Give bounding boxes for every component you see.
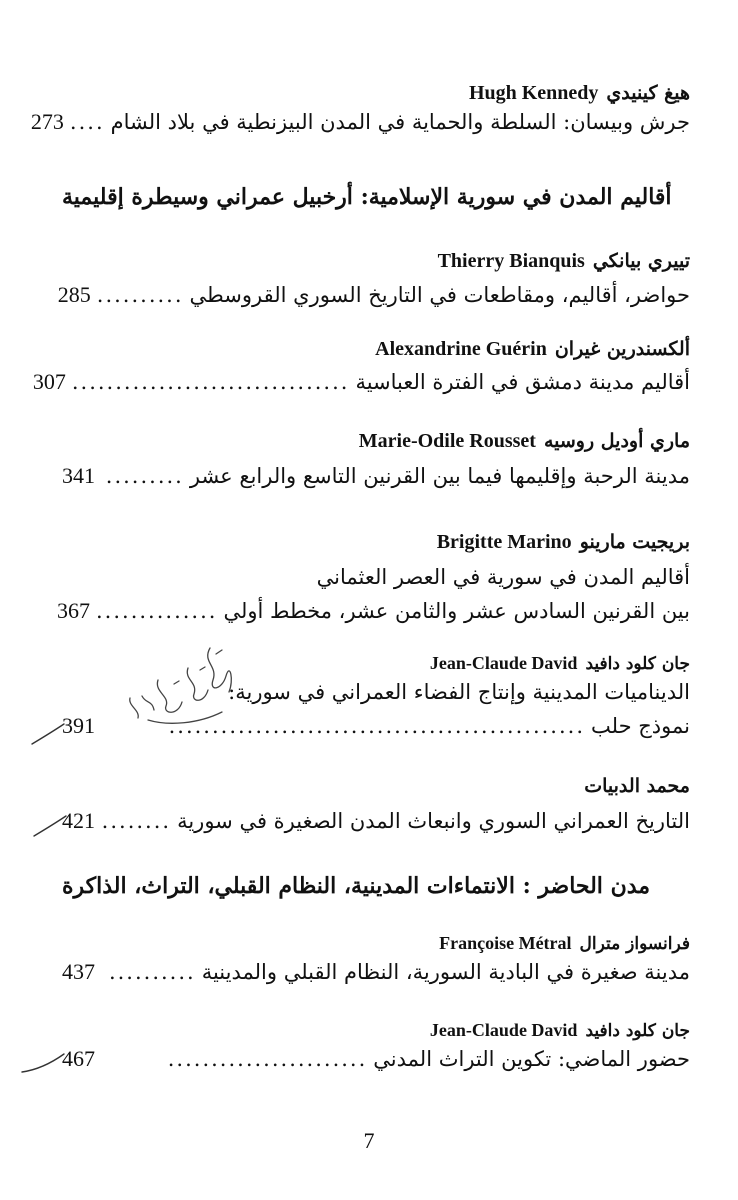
page-ref: 367 [57,598,90,623]
leader-dots: .......... [96,283,184,307]
entry-title: أقاليم المدن في سورية في العصر العثماني [316,565,690,589]
toc-entry [62,806,690,836]
leader-dots: ................................ [71,370,350,394]
page-ref: 467 [62,1046,95,1071]
author-line [62,1015,690,1046]
page-ref: 307 [32,369,66,394]
entry-title: حواضر، أقاليم، ومقاطعات في التاريخ السوري القروسطي [189,283,690,307]
page-number: 7 [363,1128,375,1153]
author-latin: Brigitte Marino [436,531,572,553]
leader-dots: ......... [105,464,184,488]
leader-dots: .......... [108,960,196,984]
handwritten-annotation [118,640,248,735]
author-latin: Jean-Claude David [429,653,578,673]
entry-title: جرش وبيسان: السلطة والحماية في المدن البيزنطية في بلاد الشام [110,110,690,134]
author-arabic: ماري أوديل روسيه [543,430,690,452]
section-title: أقاليم المدن في سورية الإسلامية: أرخبيل عمراني وسيطرة إقليمية [62,184,672,210]
margin-tick-mark [28,720,68,750]
author-line [62,928,690,959]
author-arabic: جان كلود دافيد [585,654,690,674]
author-line [62,426,690,456]
author-arabic: ألكسندرين غيران [554,338,690,360]
author-latin: Hugh Kennedy [468,82,599,104]
entry-title: حضور الماضي: تكوين التراث المدني [373,1047,690,1071]
toc-entry-line [62,562,690,592]
leader-dots: ................................................ [168,714,586,738]
author-latin: Thierry Bianquis [437,250,585,272]
page-ref: 285 [57,282,91,307]
author-latin: Françoise Métral [439,933,572,953]
page-ref: 421 [62,808,95,833]
author-arabic: بريجيت مارينو [579,531,690,553]
entry-title: الديناميات المدينية وإنتاج الفضاء العمراني في سورية: [228,680,690,704]
author-arabic: محمد الدبيات [584,775,690,797]
margin-tick-mark [18,1050,68,1080]
margin-tick-mark [30,812,70,842]
author-line [62,246,690,276]
author-arabic: جان كلود دافيد [585,1021,690,1041]
author-line [62,527,690,557]
toc-entry [62,461,690,491]
leader-dots: .............. [96,599,218,623]
author-line [62,78,690,108]
entry-title: بين القرنين السادس عشر والثامن عشر، مخطط أولي [223,599,690,623]
page-ref: 391 [62,713,95,738]
author-latin: Alexandrine Guérin [375,338,547,360]
entry-title: أقاليم مدينة دمشق في الفترة العباسية [355,370,690,394]
author-arabic: فرانسواز مترال [579,934,690,954]
entry-title: مدينة صغيرة في البادية السورية، النظام القبلي والمدينية [201,960,690,984]
toc-entry [62,1044,690,1074]
toc-entry [30,107,690,137]
leader-dots: .... [69,110,105,134]
author-latin: Jean-Claude David [429,1020,578,1040]
page-ref: 437 [62,959,95,984]
leader-dots: ....................... [167,1047,368,1071]
entry-title: مدينة الرحبة وإقليمها فيما بين القرنين التاسع والرابع عشر [189,464,690,488]
section-title: مدن الحاضر : الانتماءات المدينية، النظام القبلي، التراث، الذاكرة [62,873,651,899]
author-line [62,771,690,801]
section-heading [62,871,690,901]
page-ref: 341 [62,463,95,488]
entry-title: التاريخ العمراني السوري وانبعاث المدن الصغيرة في سورية [177,809,690,833]
author-line [62,334,690,364]
section-heading [62,182,690,212]
author-arabic: هيغ كينيدي [606,82,690,104]
toc-entry [32,367,690,397]
toc-entry [62,957,690,987]
leader-dots: ........ [101,809,172,833]
toc-entry [57,280,690,310]
entry-title: نموذج حلب [591,714,690,738]
toc-entry [57,596,690,626]
author-arabic: تييري بيانكي [592,250,690,272]
author-latin: Marie-Odile Rousset [358,430,536,452]
page-ref: 273 [30,109,64,134]
